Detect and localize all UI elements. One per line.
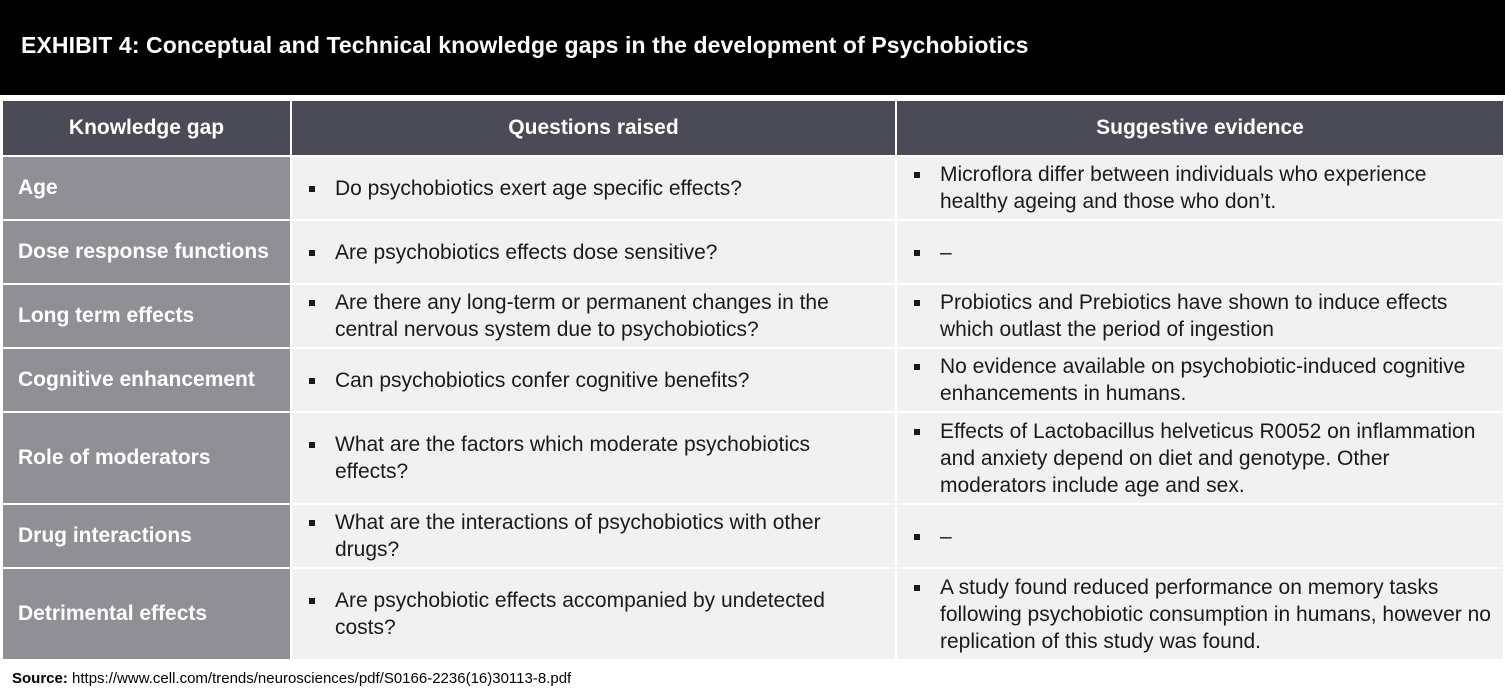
knowledge-gap-cell: Detrimental effects (3, 569, 292, 661)
bullet-icon (309, 442, 315, 448)
evidence-text: – (940, 524, 952, 548)
knowledge-gap-cell: Age (3, 157, 292, 221)
question-cell (292, 569, 897, 661)
table-row (3, 285, 1503, 349)
table-header-row (3, 101, 1503, 157)
bullet-icon (309, 186, 315, 192)
title-bar (0, 0, 1505, 95)
evidence-cell (897, 413, 1503, 505)
source-url[interactable]: https://www.cell.com/trends/neurosciences/pdf/S0166-2236(16)30113-8.pdf (72, 670, 572, 687)
evidence-text: Probiotics and Prebiotics have shown to induce effects which outlast the period of ingestion (940, 291, 1448, 341)
knowledge-gap-cell: Role of moderators (3, 413, 292, 505)
question-text: Do psychobiotics exert age specific effects? (335, 176, 742, 200)
table-row (3, 221, 1503, 285)
table-row (3, 505, 1503, 569)
evidence-cell (897, 285, 1503, 349)
knowledge-gap-cell: Drug interactions (3, 505, 292, 569)
evidence-text: – (940, 240, 952, 264)
question-text: What are the interactions of psychobiotics with other drugs? (335, 511, 821, 561)
table-row (3, 157, 1503, 221)
question-text: Are psychobiotics effects dose sensitive? (335, 240, 718, 264)
evidence-text: Effects of Lactobacillus helveticus R0052 on inflammation and anxiety depend on diet and genotype. Other moderators include age and sex. (940, 419, 1476, 497)
knowledge-gaps-table (3, 101, 1503, 661)
question-cell (292, 413, 897, 505)
evidence-text: A study found reduced performance on memory tasks following psychobiotic consumption in humans, however no replication of this study was found. (940, 575, 1491, 653)
source-note (12, 670, 571, 687)
exhibit-title: EXHIBIT 4: Conceptual and Technical knowledge gaps in the development of Psychobiotics (21, 32, 1029, 58)
evidence-cell (897, 505, 1503, 569)
evidence-cell (897, 349, 1503, 413)
bullet-icon (914, 172, 920, 178)
bullet-icon (309, 598, 315, 604)
bullet-icon (914, 534, 920, 540)
evidence-cell (897, 569, 1503, 661)
knowledge-gap-cell: Long term effects (3, 285, 292, 349)
bullet-icon (914, 585, 920, 591)
table-row (3, 413, 1503, 505)
question-cell (292, 505, 897, 569)
bullet-icon (309, 250, 315, 256)
evidence-cell (897, 221, 1503, 285)
knowledge-gap-cell: Cognitive enhancement (3, 349, 292, 413)
bullet-icon (914, 300, 920, 306)
source-label: Source: (12, 670, 68, 687)
header-questions-raised: Questions raised (292, 101, 897, 157)
bullet-icon (914, 429, 920, 435)
table-row (3, 349, 1503, 413)
question-cell (292, 157, 897, 221)
bullet-icon (914, 364, 920, 370)
bullet-icon (914, 250, 920, 256)
bullet-icon (309, 300, 315, 306)
knowledge-gap-cell: Dose response functions (3, 221, 292, 285)
question-cell (292, 349, 897, 413)
question-text: Are there any long-term or permanent changes in the central nervous system due to psychobiotics? (335, 291, 829, 341)
header-suggestive-evidence: Suggestive evidence (897, 101, 1503, 157)
question-text: What are the factors which moderate psychobiotics effects? (335, 433, 811, 483)
evidence-text: Microflora differ between individuals who experience healthy ageing and those who don’t. (940, 163, 1427, 213)
header-knowledge-gap: Knowledge gap (3, 101, 292, 157)
question-cell (292, 221, 897, 285)
table-row (3, 569, 1503, 661)
question-text: Are psychobiotic effects accompanied by undetected costs? (335, 589, 825, 639)
evidence-cell (897, 157, 1503, 221)
bullet-icon (309, 378, 315, 384)
evidence-text: No evidence available on psychobiotic-induced cognitive enhancements in humans. (940, 355, 1466, 405)
bullet-icon (309, 520, 315, 526)
question-text: Can psychobiotics confer cognitive benefits? (335, 368, 750, 392)
question-cell (292, 285, 897, 349)
